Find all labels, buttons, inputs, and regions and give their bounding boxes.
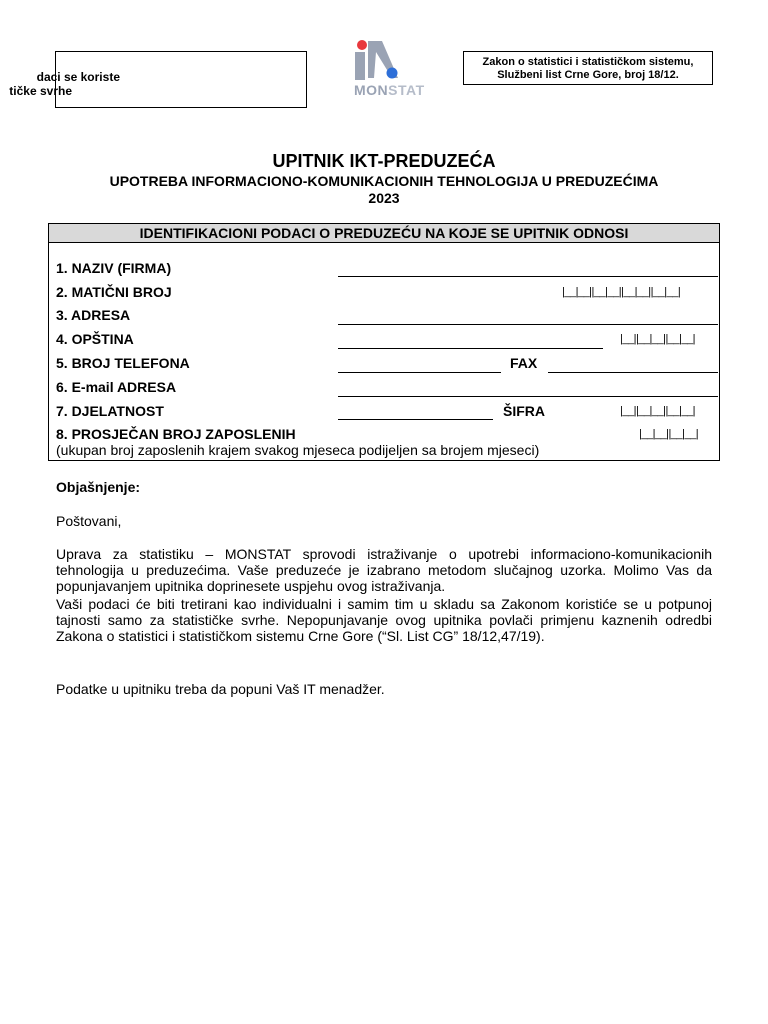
input-email[interactable] [338,396,718,397]
form-header: IDENTIFIKACIONI PODACI O PREDUZEĆU NA KOJE SE UPITNIK ODNOSI [49,224,719,243]
label-telefon: 5. BROJ TELEFONA [56,355,190,371]
greeting: Poštovani, [56,513,122,529]
explanation-heading: Objašnjenje: [56,479,141,495]
label-opstina: 4. OPŠTINA [56,331,134,347]
input-adresa[interactable] [338,324,718,325]
law-reference-box [463,51,713,85]
label-adresa: 3. ADRESA [56,307,131,323]
label-naziv: 1. NAZIV (FIRMA) [56,260,172,276]
label-maticni-broj: 2. MATIČNI BROJ [56,284,172,300]
left-box-line-2: tičke svrhe [9,84,72,98]
page-title: UPITNIK IKT-PREDUZEĆA [272,151,496,171]
input-zaposleni[interactable]: |__|__||__|__| [639,428,699,440]
law-reference-line-2: Službeni list Crne Gore, broj 18/12. [497,69,679,81]
zaposleni-note: (ukupan broj zaposlenih krajem svakog mjeseca podijeljen sa brojem mjeseci) [56,442,540,458]
input-maticni-broj[interactable]: |__|__||__|__||__|__||__|__| [562,286,681,298]
label-sifra: ŠIFRA [503,403,545,419]
input-opstina-code[interactable]: |__||__|__||__|__| [620,333,696,345]
paragraph-1: Uprava za statistiku – MONSTAT sprovodi istraživanje o upotrebi informaciono-komunikacionih tehnologija u preduzećima. Vaše preduzeće je izabrano metodom slučajnog uzorka. Molimo Vas da popunjavanjem upitnika doprinesete uspjehu ovog istraživanja. [56,546,712,594]
label-zaposleni: 8. PROSJEČAN BROJ ZAPOSLENIH [56,426,296,442]
header-left-box-text [0,70,120,98]
label-fax: FAX [510,355,538,371]
label-email: 6. E-mail ADRESA [56,379,177,395]
paragraph-3: Podatke u upitniku treba da popuni Vaš IT menadžer. [56,681,385,697]
left-box-line-1: daci se koriste [36,70,120,84]
input-fax[interactable] [548,372,718,373]
survey-year: 2023 [368,190,400,206]
input-sifra[interactable]: |__||__|__||__|__| [620,405,696,417]
monstat-logo-text: MONSTAT [354,82,425,98]
input-opstina[interactable] [338,348,603,349]
input-telefon[interactable] [338,372,501,373]
input-naziv[interactable] [338,276,718,277]
label-djelatnost: 7. DJELATNOST [56,403,164,419]
law-reference-line-1: Zakon o statistici i statističkom sistemu, [482,56,694,68]
page-subtitle: UPOTREBA INFORMACIONO-KOMUNIKACIONIH TEHNOLOGIJA U PREDUZEĆIMA [109,173,659,189]
input-djelatnost[interactable] [338,419,493,420]
paragraph-2: Vaši podaci će biti tretirani kao individualni i samim tim u skladu sa Zakonom koristiće se u potpunoj tajnosti samo za statističke svrhe. Nepopunjavanje ovog upitnika povlači primjenu kaznenih odredbi Zakona o statistici i statističkom sistemu Crne Gore (“Sl. List CG” 18/12,47/19). [56,596,712,644]
